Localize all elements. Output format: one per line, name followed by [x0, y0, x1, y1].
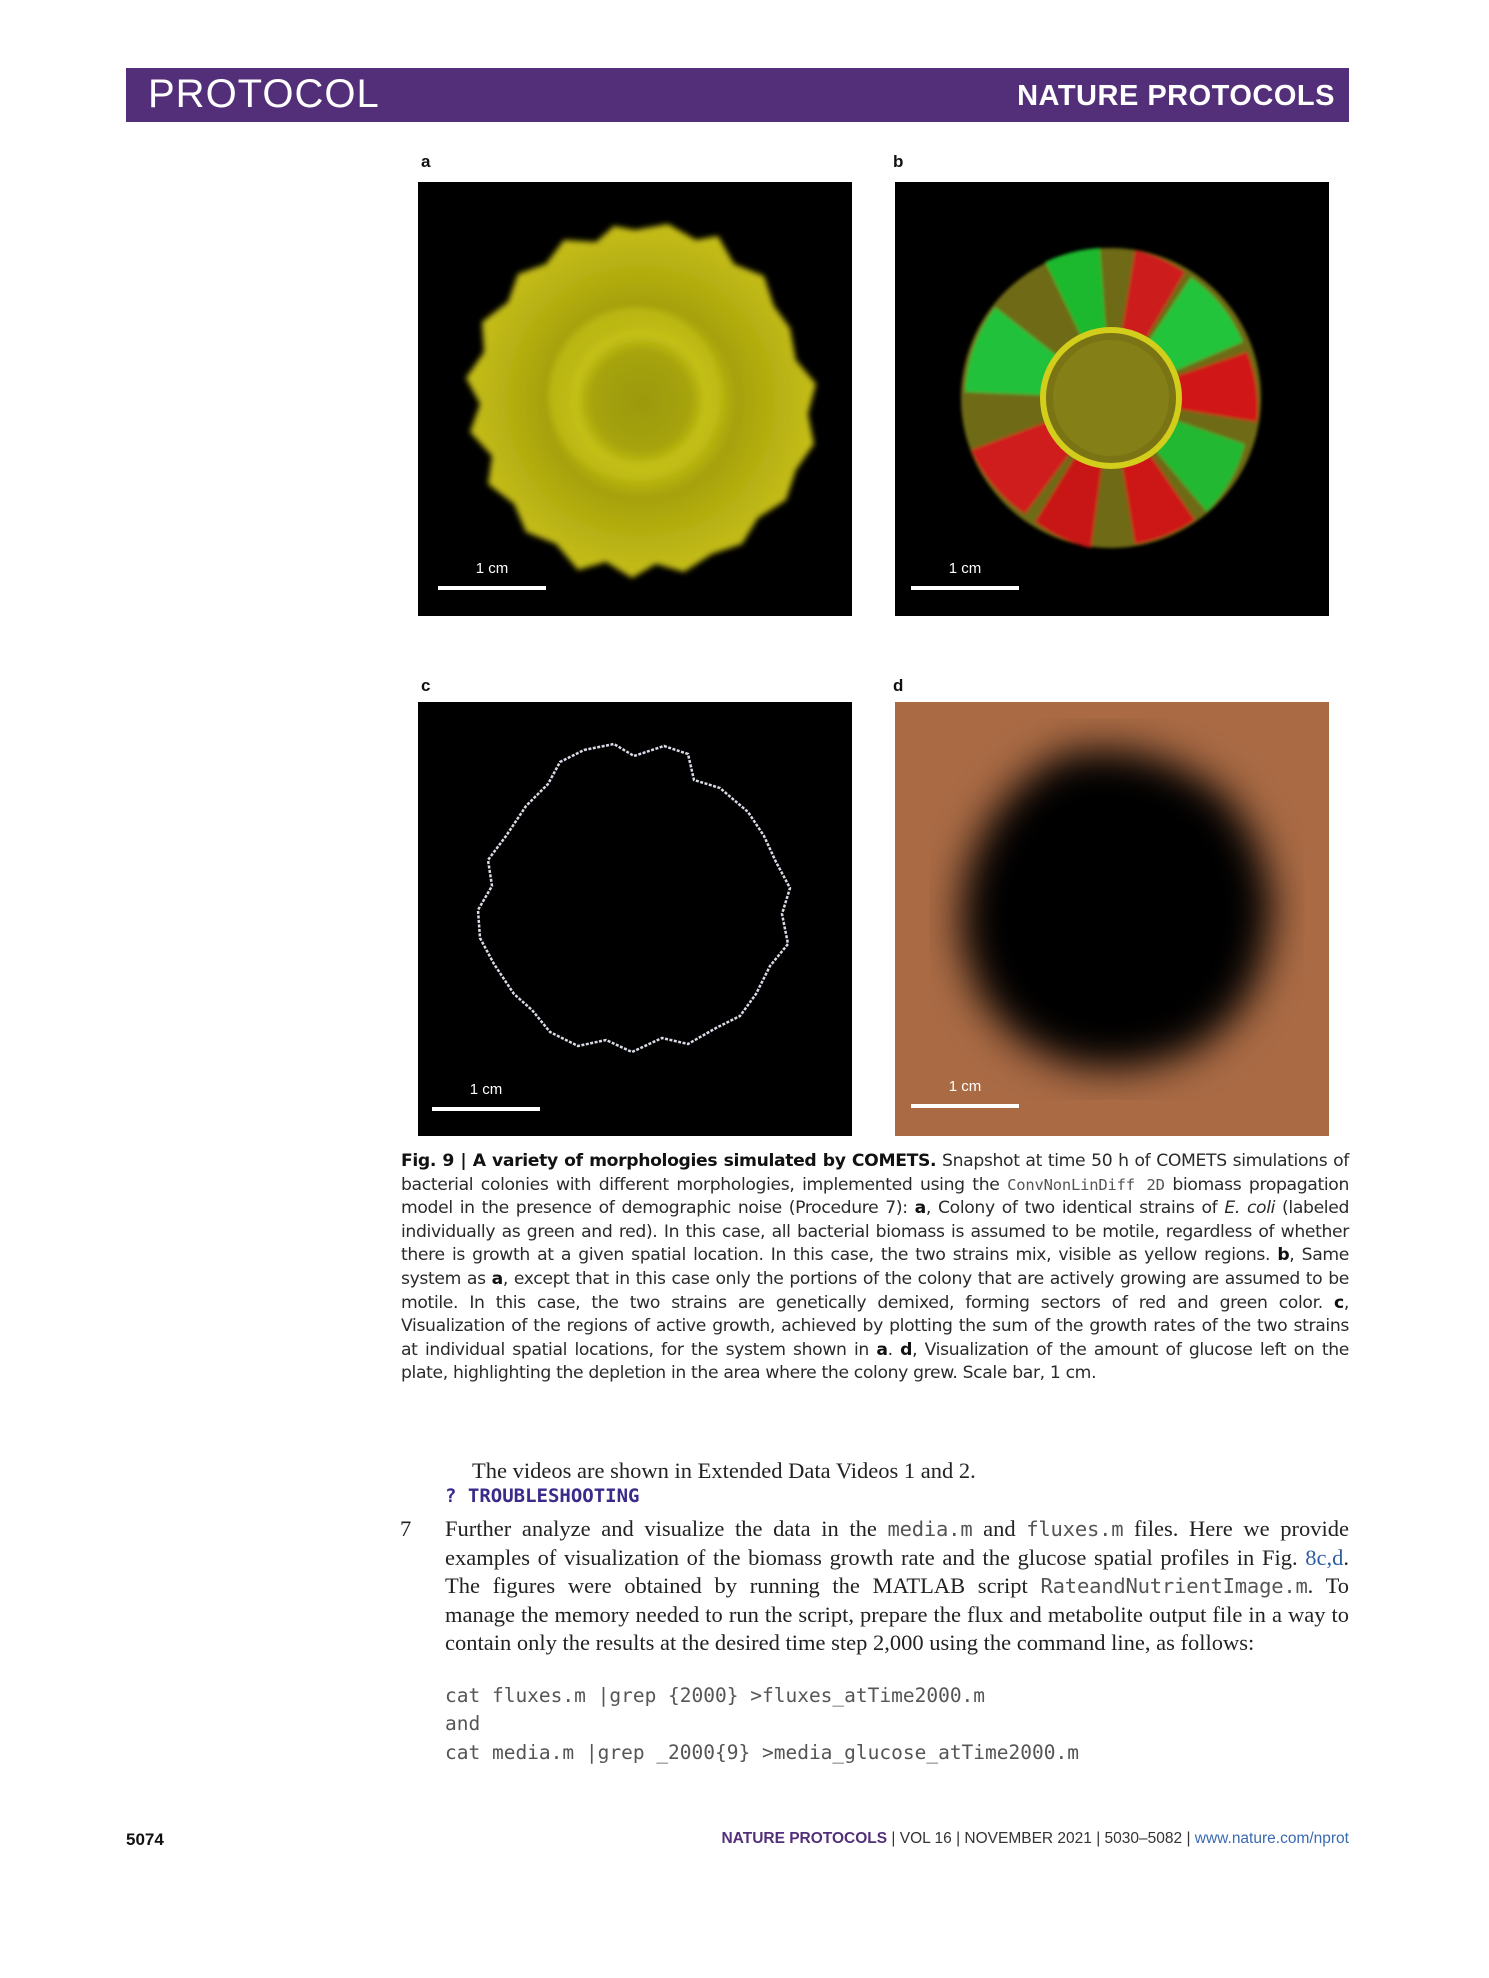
panel-letter-b: b	[893, 152, 904, 171]
caption-text: , except that in this case only the portions of the colony that are actively growing are assumed to be motile. In this case, the two strains are genetically demixed, forming sectors of red and green color.	[401, 1268, 1349, 1313]
footer-citation: NATURE PROTOCOLS | VOL 16 | NOVEMBER 2021 | 5030–5082 | www.nature.com/nprot	[721, 1830, 1349, 1847]
footer-pages: 5030–5082	[1104, 1830, 1183, 1847]
caption-panel-ref: a	[914, 1198, 926, 1219]
caption-text: biomass propagation model in the presence of demographic noise (Procedure 7):	[401, 1174, 1349, 1219]
scale-label: 1 cm	[469, 1081, 503, 1098]
script-name: RateandNutrientImage.m	[1040, 1574, 1308, 1599]
footer-journal: NATURE PROTOCOLS	[721, 1830, 888, 1847]
scale-label: 1 cm	[948, 1078, 982, 1095]
scale-bar	[911, 586, 1019, 590]
panel-letter-c: c	[421, 676, 431, 695]
caption-species: E. coli	[1224, 1198, 1276, 1219]
panel-letter-a: a	[421, 152, 431, 171]
file-name: media.m	[887, 1517, 973, 1541]
code-line: cat fluxes.m |grep {2000} >fluxes_atTime2000.m	[445, 1684, 986, 1707]
step-text: . To manage the memory needed to run the script, prepare the flux and metabolite output file in a way to contain only the results at the desired time step 2,000 using the command line, as follows:	[445, 1573, 1349, 1656]
code-line: and	[445, 1712, 481, 1735]
panel-c-image	[418, 702, 852, 1136]
step-text: files. Here we provide examples of visualization of the biomass growth rate and the glucose spatial profiles in Fig.	[445, 1516, 1349, 1570]
scale-label: 1 cm	[475, 560, 509, 577]
caption-panel-ref: c	[1334, 1292, 1344, 1313]
file-name: fluxes.m	[1026, 1517, 1124, 1541]
footer-date: NOVEMBER 2021	[964, 1830, 1092, 1847]
step-text: Further analyze and visualize the data in the	[445, 1516, 888, 1541]
scale-label: 1 cm	[948, 560, 982, 577]
panel-b-image	[895, 182, 1329, 616]
caption-label: Fig. 9 | A variety of morphologies simulated by COMETS.	[401, 1151, 937, 1171]
caption-text: , Visualization of the amount of glucose left on the plate, highlighting the depletion in the area where the colony grew. Scale bar, 1 cm.	[401, 1339, 1349, 1384]
caption-panel-ref: d	[900, 1339, 913, 1360]
footer-url[interactable]: www.nature.com/nprot	[1194, 1830, 1349, 1847]
panel-letter-d: d	[893, 676, 904, 695]
panel-d-image	[895, 702, 1329, 1136]
journal-name: NATURE PROTOCOLS	[1017, 80, 1335, 112]
panel-a-image	[418, 182, 852, 616]
figure-link[interactable]: 8c,d	[1305, 1544, 1344, 1570]
section-label: PROTOCOL	[148, 72, 380, 116]
step-paragraph	[445, 1515, 1349, 1658]
caption-text: , Colony of two identical strains of	[925, 1198, 1225, 1219]
caption-panel-ref: a	[491, 1268, 503, 1289]
troubleshooting-link[interactable]: ? TROUBLESHOOTING	[445, 1485, 640, 1507]
caption-text: Snapshot at time 50 h of COMETS simulations of bacterial colonies with different morphologies, implemented using the	[401, 1151, 1350, 1195]
step-text: . The figures were obtained by running the MATLAB script	[445, 1544, 1349, 1599]
step-number: 7	[400, 1516, 412, 1541]
caption-panel-ref: b	[1277, 1245, 1290, 1266]
caption-text: , Same system as	[401, 1245, 1349, 1289]
step-text: and	[972, 1516, 1027, 1541]
figure-caption	[401, 1150, 1349, 1386]
caption-code: ConvNonLinDiff 2D	[1007, 1175, 1165, 1194]
journal-header-bar	[126, 68, 1349, 122]
page-number: 5074	[126, 1830, 164, 1849]
scale-bar	[911, 1104, 1019, 1108]
scale-bar	[438, 586, 546, 590]
scale-bar	[432, 1107, 540, 1111]
videos-paragraph: The videos are shown in Extended Data Videos 1 and 2.	[472, 1458, 976, 1483]
caption-panel-ref: a	[876, 1339, 888, 1360]
caption-text: (labeled individually as green and red). In this case, all bacterial biomass is assumed to be motile, regardless of whether there is growth at a given spatial location. In this case, the two strains mix, visible as yellow regions.	[401, 1198, 1350, 1266]
caption-text: , Visualization of the regions of active growth, achieved by plotting the sum of the growth rates of the two strains at individual spatial locations, for the system shown in	[401, 1292, 1349, 1360]
caption-text: .	[887, 1339, 901, 1360]
code-line: cat media.m |grep _2000{9} >media_glucose_atTime2000.m	[445, 1741, 1079, 1764]
footer-volume: VOL 16	[899, 1830, 952, 1847]
